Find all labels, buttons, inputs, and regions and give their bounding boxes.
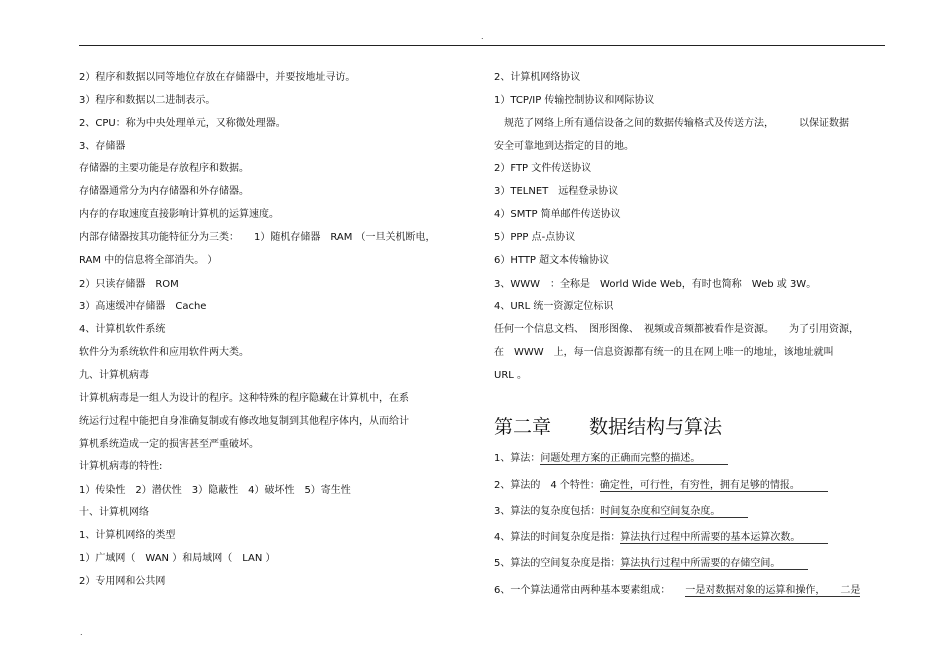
- text-line: RAM 中的信息将全部消失。 ）: [79, 255, 218, 266]
- qa-question: 4、算法的时间复杂度是指：: [494, 532, 621, 543]
- text-line: 存储器的主要功能是存放程序和数据。: [79, 163, 249, 174]
- qa-item: [494, 585, 860, 597]
- chapter-number: 第二章: [494, 416, 552, 438]
- text-line: 计算机病毒是一组人为设计的程序。这种特殊的程序隐藏在计算机中，在系: [79, 393, 409, 404]
- qa-item: [494, 558, 808, 570]
- text-line: 3）程序和数据以二进制表示。: [79, 95, 216, 106]
- text-line: 规范了网络上所有通信设备之间的数据传输格式及传送方法， 以保证数据: [494, 118, 849, 129]
- chapter-title: [494, 416, 722, 438]
- text-line: 3）高速缓冲存储器 Cache: [79, 301, 207, 312]
- qa-question: 6、一个算法通常由两种基本要素组成：: [494, 585, 686, 596]
- text-line: 在 WWW 上，每一信息资源都有统一的且在网上唯一的地址，该地址就叫: [494, 347, 834, 358]
- text-line: 算机系统造成一定的损害甚至严重破坏。: [79, 439, 259, 450]
- text-line: 安全可靠地到达指定的目的地。: [494, 141, 634, 152]
- text-line: URL 。: [494, 370, 528, 381]
- header-rule: [79, 45, 885, 46]
- text-line: 内部存储器按其功能特征分为三类： 1）随机存储器 RAM （一旦关机断电，: [79, 232, 436, 243]
- text-line: 1）传染性 2）潜伏性 3）隐蔽性 4）破坏性 5）寄生性: [79, 485, 351, 496]
- qa-item: [494, 480, 828, 492]
- qa-question: 1、算法：: [494, 453, 541, 464]
- text-line: 存储器通常分为内存储器和外存储器。: [79, 186, 249, 197]
- qa-question: 2、算法的 4 个特性：: [494, 480, 600, 491]
- qa-question: 5、算法的空间复杂度是指：: [494, 558, 621, 569]
- text-line: 6）HTTP 超文本传输协议: [494, 255, 610, 266]
- footer-dot: .: [80, 628, 83, 637]
- text-line: 统运行过程中能把自身准确复制或有修改地复制到其他程序体内，从而给计: [79, 416, 409, 427]
- chapter-name: 数据结构与算法: [589, 416, 723, 438]
- qa-item: [494, 453, 728, 465]
- text-line: 任何一个信息文档、 图形图像、 视频或音频都被看作是资源。 为了引用资源，: [494, 324, 859, 335]
- qa-item: [494, 506, 748, 518]
- text-line: 九、计算机病毒: [79, 370, 149, 381]
- text-line: 软件分为系统软件和应用软件两大类。: [79, 347, 249, 358]
- text-line: 4、计算机软件系统: [79, 324, 166, 335]
- header-dot: .: [481, 32, 484, 41]
- text-line: 2）只读存储器 ROM: [79, 279, 179, 290]
- text-line: 十、计算机网络: [79, 507, 149, 518]
- qa-question: 3、算法的复杂度包括：: [494, 506, 601, 517]
- text-line: 2、计算机网络协议: [494, 72, 581, 83]
- text-line: 1）TCP/IP 传输控制协议和网际协议: [494, 95, 655, 106]
- qa-answer: 时间复杂度和空间复杂度。: [600, 506, 748, 518]
- text-line: 4）SMTP 简单邮件传送协议: [494, 209, 621, 220]
- text-line: 2、CPU：称为中央处理单元，又称微处理器。: [79, 118, 286, 129]
- text-line: 内存的存取速度直接影响计算机的运算速度。: [79, 209, 279, 220]
- text-line: 2）专用网和公共网: [79, 576, 166, 587]
- qa-answer: 算法执行过程中所需要的存储空间。: [620, 558, 808, 570]
- text-line: 计算机病毒的特性:: [79, 461, 163, 472]
- qa-answer: 一是对数据对象的运算和操作， 二是: [685, 585, 861, 596]
- qa-answer: 算法执行过程中所需要的基本运算次数。: [620, 532, 828, 544]
- text-line: 3、存储器: [79, 141, 126, 152]
- text-line: 2）程序和数据以同等地位存放在存储器中，并要按地址寻访。: [79, 72, 356, 83]
- text-line: 1）广域网（ WAN ）和局域网（ LAN ）: [79, 553, 276, 564]
- text-line: 2）FTP 文件传送协议: [494, 163, 592, 174]
- text-line: 1、计算机网络的类型: [79, 530, 176, 541]
- qa-answer: 问题处理方案的正确而完整的描述。: [540, 453, 728, 465]
- text-line: 3）TELNET 远程登录协议: [494, 186, 619, 197]
- text-line: 4、URL 统一资源定位标识: [494, 301, 614, 312]
- text-line: 3、WWW ：全称是 World Wide Web，有时也简称 Web 或 3W。: [494, 279, 817, 290]
- qa-answer: 确定性，可行性，有穷性，拥有足够的情报。: [600, 480, 828, 492]
- qa-item: [494, 532, 828, 544]
- text-line: 5）PPP 点-点协议: [494, 232, 576, 243]
